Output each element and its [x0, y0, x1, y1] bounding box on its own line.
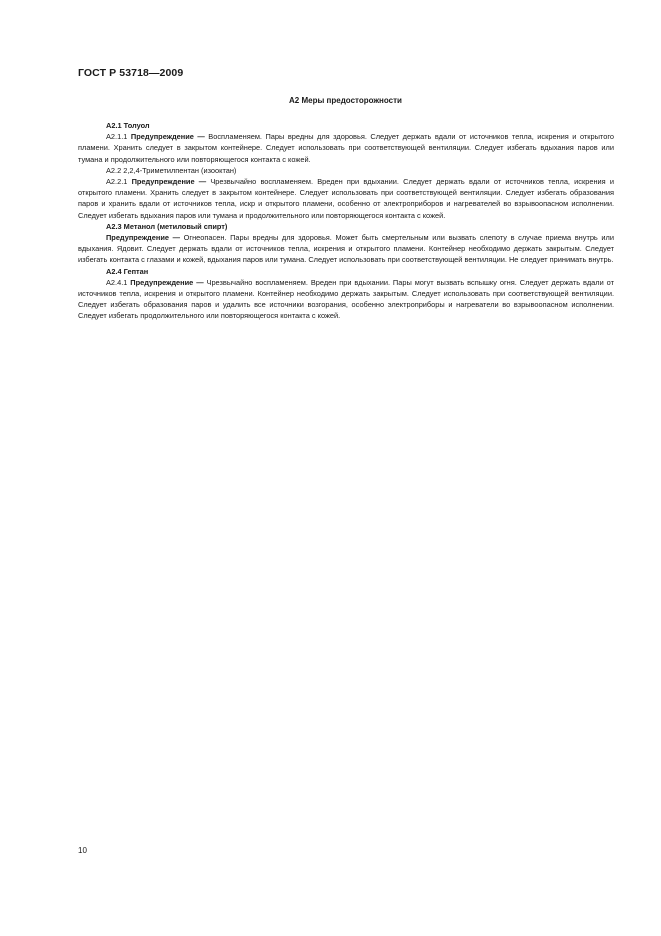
section-heading-heptane: А2.4 Гептан: [106, 266, 149, 276]
annex-title: А2 Меры предосторожности: [289, 96, 402, 105]
warning-text: Чрезвычайно воспламеняем. Вреден при вдыхании. Пары могут вызвать вспышку огня. Следует держать вдали от источников тепла, искрения и открытого пламени. Контейнер необходимо держать закрытым. Следует использовать при соответствующей вентиляции. Следует избегать образования паров и удалить все источники возгорания, особенно электроприборы и нагреватели во взрывоопасном исполнении. Следует избегать продолжительного или повторяющегося контакта с кожей.: [78, 277, 614, 321]
paragraph-isooctane-warning: [78, 176, 614, 221]
document-body: [78, 120, 614, 322]
page-number: 10: [78, 846, 87, 855]
paragraph-toluene-warning: [78, 131, 614, 165]
section-heading-methanol: А2.3 Метанол (метиловый спирт): [106, 221, 228, 231]
paragraph-heptane-warning: [78, 277, 614, 322]
warning-label: Предупреждение —: [130, 277, 204, 287]
clause-number: А2.4.1: [106, 277, 128, 287]
section-heading-toluene: А2.1 Толуол: [106, 121, 150, 130]
warning-text: Воспламеняем. Пары вредны для здоровья. Следует держать вдали от источников тепла, искрения и открытого пламени. Хранить следует в закрытом контейнере. Следует использовать при соответствующей вентиляции. Следует избегать вдыхания паров или тумана и продолжительного или повторяющегося контакта с кожей.: [78, 132, 614, 164]
warning-label: Предупреждение —: [131, 177, 207, 187]
document-code: ГОСТ Р 53718—2009: [78, 67, 184, 79]
section-heading-isooctane: А2.2 2,2,4-Триметилпентан (изооктан): [106, 165, 237, 175]
warning-label: Предупреждение —: [130, 132, 205, 142]
warning-label: Предупреждение —: [106, 233, 181, 243]
clause-number: А2.1.1: [106, 132, 128, 142]
clause-number: А2.2.1: [106, 177, 128, 187]
warning-text: Чрезвычайно воспламеняем. Вреден при вдыхании. Следует держать вдали от источников тепла, искрения и открытого пламени. Хранить следует в закрытом контейнере. Следует использовать при соответствующей вентиляции. Следует избегать образования паров и хранить вдали от источников тепла, искр и открытого пламени, особенно от электроприборов и нагревателей во взрывоопасном исполнении. Следует избегать вдыхания паров или тумана и продолжительного или повторяющегося контакта с кожей.: [78, 177, 614, 220]
warning-text: Огнеопасен. Пары вредны для здоровья. Может быть смертельным или вызвать слепоту в случае приема внутрь или вдыхания. Ядовит. Следует держать вдали от источников тепла, искрения и открытого пламени. Контейнер необходимо держать закрытым. Следует избегать контакта с глазами и кожей, вдыхания паров или тумана. Следует использовать при соответствующей вентиляции. Не следует принимать внутрь.: [78, 233, 614, 265]
paragraph-methanol-warning: [78, 232, 614, 266]
